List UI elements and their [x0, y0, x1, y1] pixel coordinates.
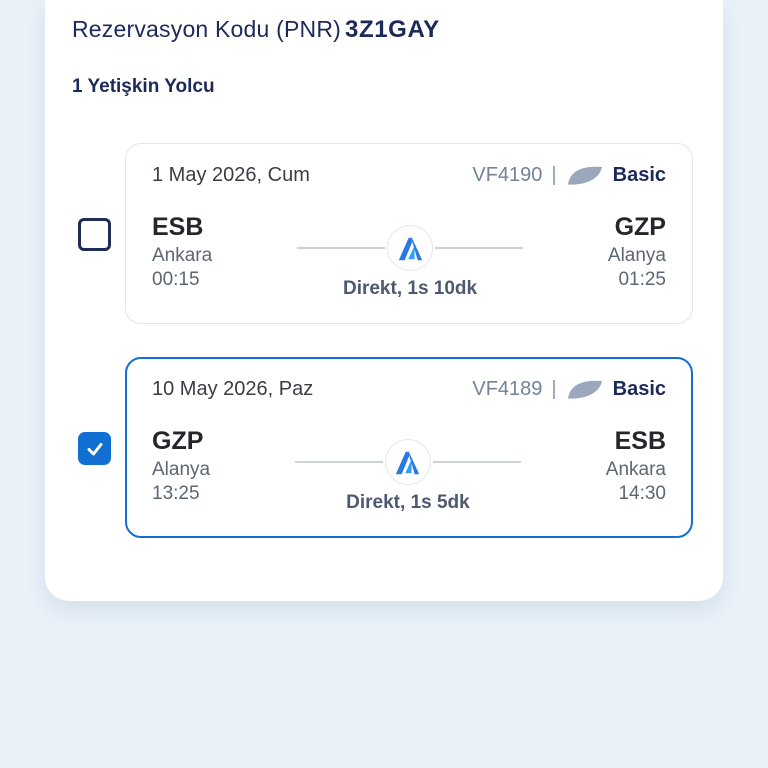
separator: |: [551, 163, 557, 186]
arrival-endpoint: [608, 214, 666, 300]
route-line-left: [297, 247, 385, 249]
arrival-time: 14:30: [618, 483, 666, 505]
flight-meta: [472, 163, 666, 187]
flight-number: VF4190: [472, 163, 543, 186]
arrival-endpoint: [606, 428, 666, 514]
reservation-panel: [45, 0, 723, 601]
flight-meta: [472, 377, 666, 401]
pnr-label: Rezervasyon Kodu (PNR): [72, 16, 342, 42]
fare-name: Basic: [612, 377, 666, 400]
separator: |: [551, 377, 557, 400]
flight-duration: Direkt, 1s 10dk: [342, 278, 478, 300]
page-title: [72, 14, 693, 46]
flight-1-route: [152, 428, 666, 514]
arrival-city: Ankara: [605, 458, 666, 480]
flight-date: 10 May 2026, Paz: [152, 377, 314, 400]
flight-duration: Direkt, 1s 5dk: [346, 492, 470, 514]
route-visual: [210, 439, 606, 514]
fare-leaf-icon: [566, 163, 604, 187]
passenger-summary: 1 Yetişkin Yolcu: [72, 76, 215, 98]
arrival-time: 01:25: [618, 269, 666, 291]
checkbox-column: [72, 143, 125, 251]
departure-time: 13:25: [152, 483, 200, 505]
arrival-code: GZP: [614, 213, 666, 242]
flight-number: VF4189: [472, 377, 543, 400]
airline-logo-badge: [387, 225, 433, 271]
flight-list: [72, 143, 693, 538]
route-line-left: [295, 461, 383, 463]
flight-1-checkbox[interactable]: [78, 432, 111, 465]
fare-leaf-icon: [566, 377, 604, 401]
route-visual: [212, 225, 608, 300]
departure-endpoint: [152, 214, 212, 300]
departure-code: GZP: [152, 427, 204, 456]
route-line-right: [435, 247, 523, 249]
flight-1-card-header: [152, 377, 666, 401]
flight-0-card-header: [152, 163, 666, 187]
departure-time: 00:15: [152, 269, 200, 291]
departure-city: Ankara: [152, 244, 213, 266]
check-icon: [85, 439, 105, 459]
route-line: [297, 225, 523, 271]
departure-endpoint: [152, 428, 210, 514]
departure-code: ESB: [152, 213, 204, 242]
route-line-right: [433, 461, 521, 463]
airline-logo-badge: [385, 439, 431, 485]
flight-1-card[interactable]: [125, 357, 693, 538]
flight-0-card[interactable]: [125, 143, 693, 324]
flight-row-outbound: [72, 143, 693, 324]
fare-name: Basic: [612, 163, 666, 186]
route-line: [295, 439, 521, 485]
flight-0-checkbox[interactable]: [78, 218, 111, 251]
arrival-code: ESB: [614, 427, 666, 456]
checkbox-column: [72, 357, 125, 465]
flight-date: 1 May 2026, Cum: [152, 163, 310, 186]
flight-row-return: [72, 357, 693, 538]
ajet-logo-icon: [394, 449, 421, 476]
arrival-city: Alanya: [607, 244, 666, 266]
departure-city: Alanya: [152, 458, 211, 480]
ajet-logo-icon: [397, 235, 424, 262]
pnr-code: 3Z1GAY: [345, 16, 440, 43]
flight-0-route: [152, 214, 666, 300]
